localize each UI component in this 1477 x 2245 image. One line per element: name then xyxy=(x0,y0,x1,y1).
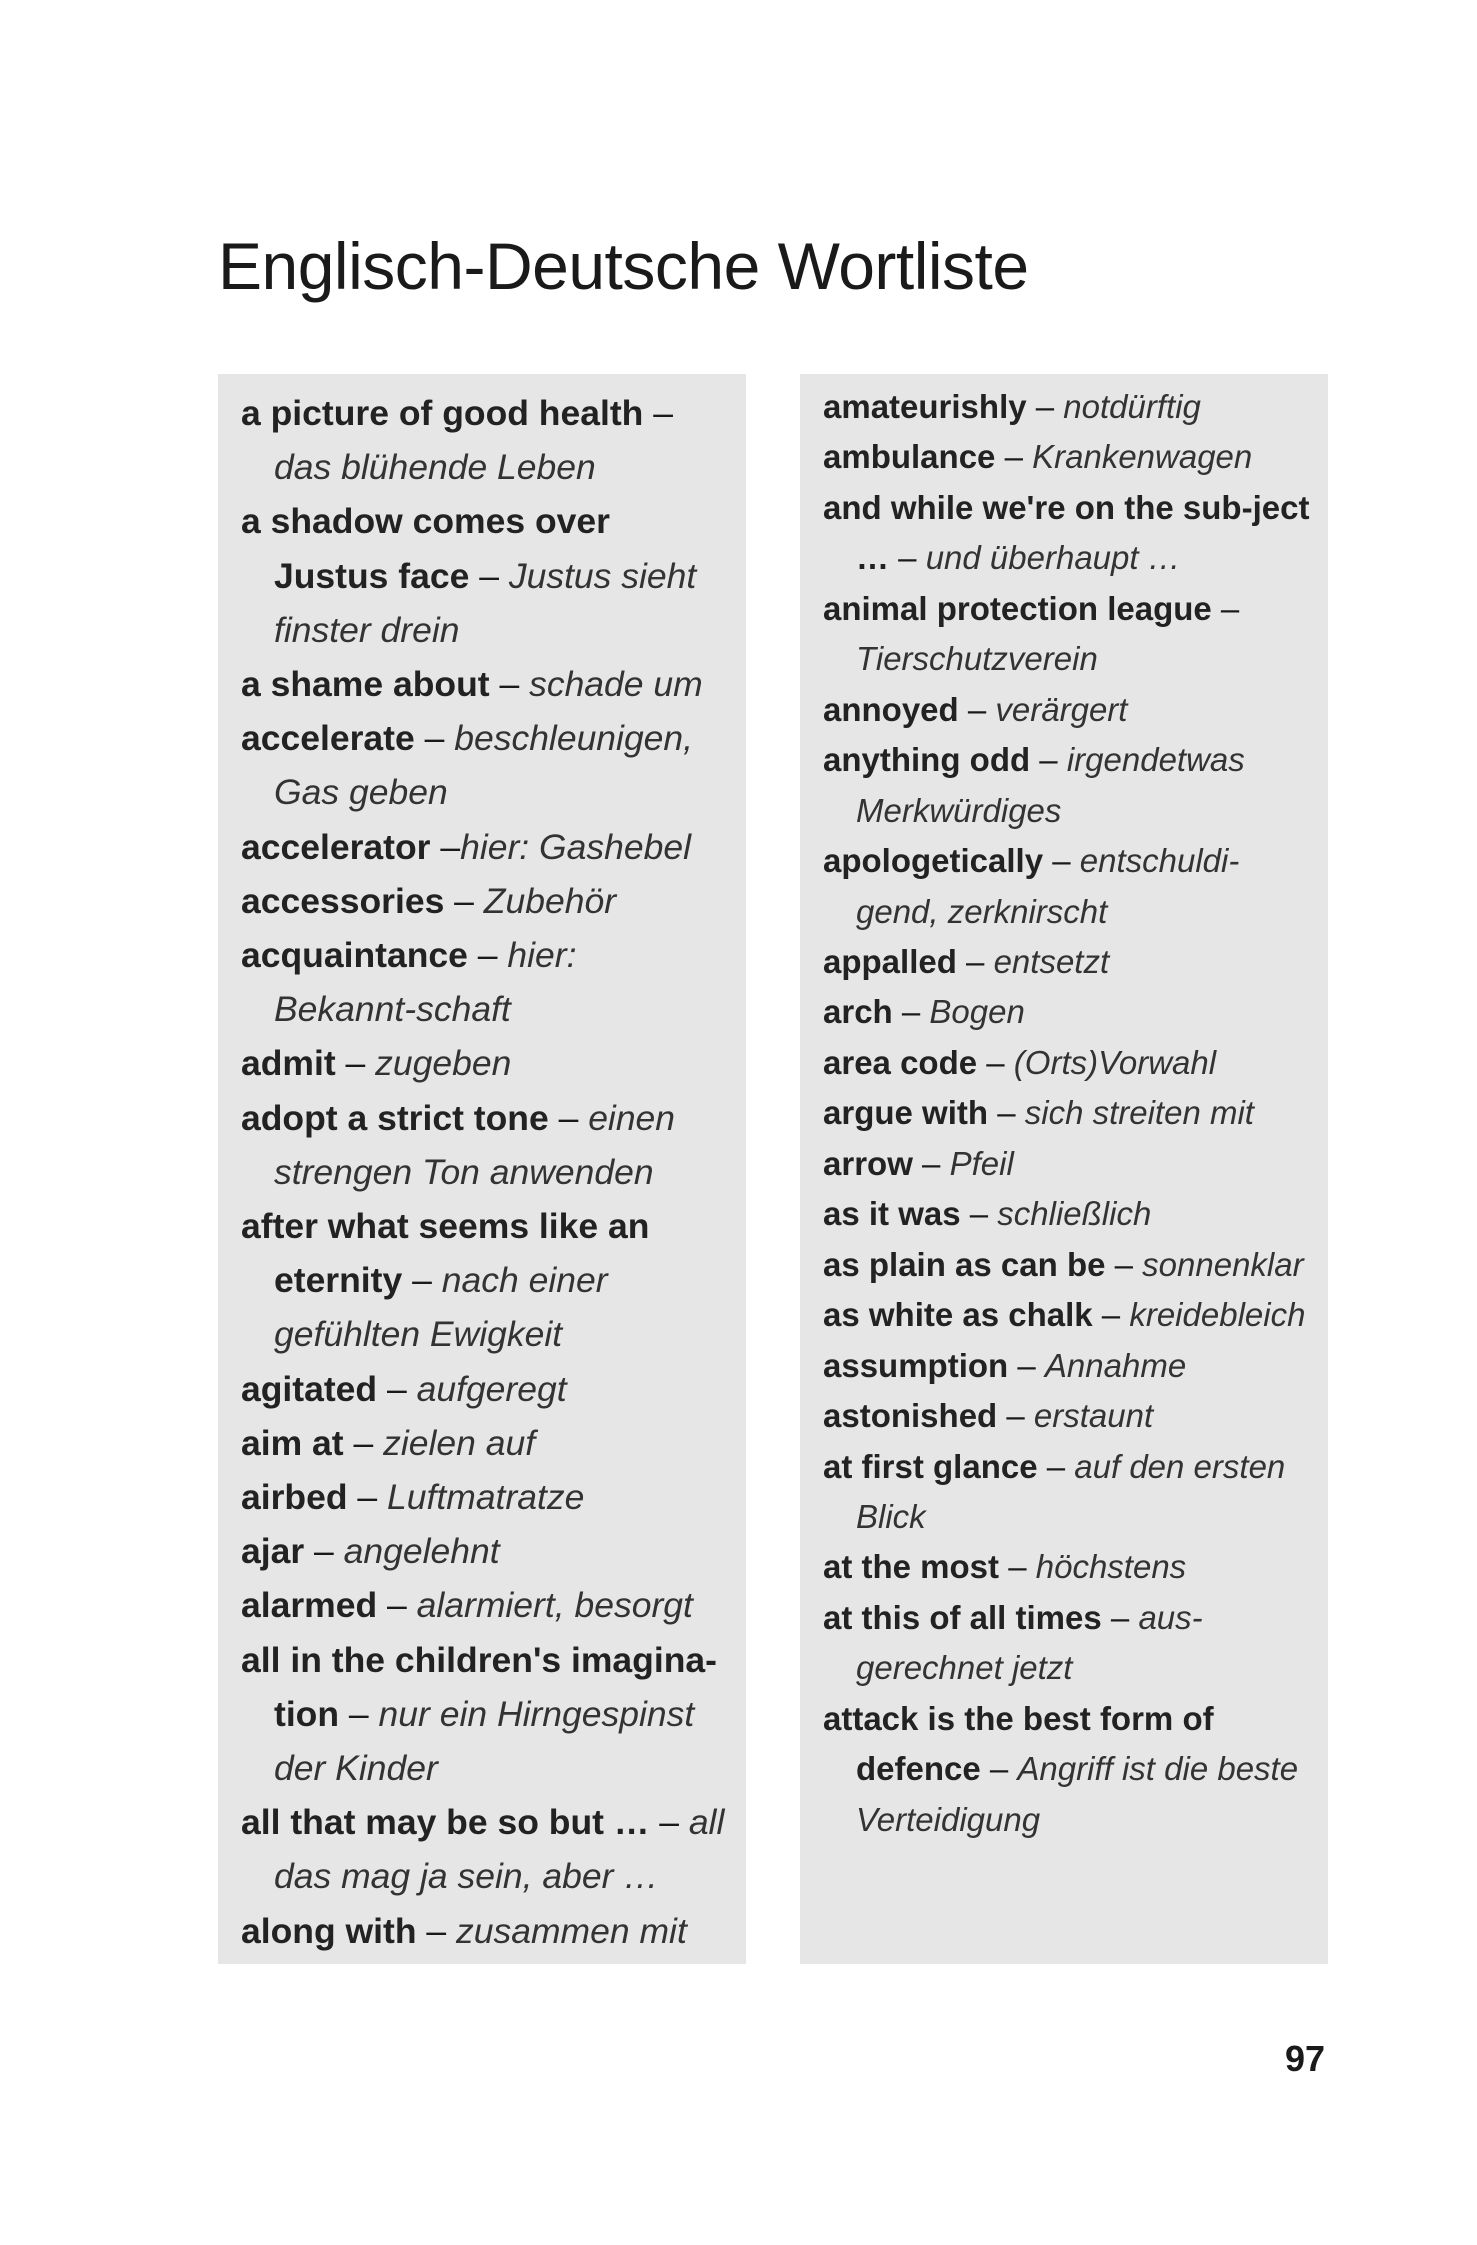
glossary-entry xyxy=(241,711,728,819)
entry-term: accessories xyxy=(241,880,445,921)
entry-separator: – xyxy=(988,1094,1025,1132)
entry-separator: – xyxy=(467,935,508,976)
entry-term: agitated xyxy=(241,1368,378,1409)
glossary-entry xyxy=(241,874,728,928)
entry-separator: – xyxy=(1030,741,1067,779)
word-list-column-right xyxy=(800,374,1328,1964)
entry-translation: notdürftig xyxy=(1063,388,1201,425)
entry-separator: – xyxy=(444,880,484,921)
glossary-entry xyxy=(241,1470,728,1524)
entry-translation: irgendetwas Merkwürdiges xyxy=(856,741,1245,829)
entry-translation: und überhaupt … xyxy=(925,539,1181,577)
entry-separator: – xyxy=(980,1750,1018,1788)
entry-separator: – xyxy=(1105,1245,1143,1283)
glossary-entry xyxy=(241,494,728,657)
entry-translation: schade um xyxy=(529,664,703,705)
entry-term: ambulance xyxy=(823,438,996,476)
entry-term: after what seems like an eternity xyxy=(241,1206,650,1301)
entry-term: a shadow comes over Justus face xyxy=(241,501,610,596)
entry-translation: zugeben xyxy=(375,1043,512,1084)
glossary-entry xyxy=(823,685,1310,735)
glossary-entry xyxy=(241,820,728,874)
glossary-entry xyxy=(823,1139,1310,1189)
entry-translation: erstaunt xyxy=(1033,1397,1154,1435)
entry-translation: nur ein Hirngespinst der Kinder xyxy=(274,1693,695,1789)
entry-separator: – xyxy=(1037,1447,1075,1485)
entry-term: astonished xyxy=(823,1397,998,1435)
entry-translation: Pfeil xyxy=(949,1144,1014,1182)
page-number: 97 xyxy=(1284,2038,1325,2079)
glossary-entry xyxy=(241,1904,728,1958)
entry-translation: Angriff ist die beste Verteidigung xyxy=(856,1750,1299,1838)
entry-separator: – xyxy=(1026,388,1064,425)
entry-translation: schließlich xyxy=(997,1195,1152,1233)
glossary-entry xyxy=(823,1189,1310,1239)
entry-translation: beschleunigen, Gas geben xyxy=(274,718,694,813)
entry-translation: hier: Bekannt-schaft xyxy=(274,935,577,1030)
entry-separator: – xyxy=(377,1368,417,1409)
word-list-column-left xyxy=(218,374,746,1964)
glossary-entry xyxy=(241,1795,728,1903)
entry-translation: sonnenklar xyxy=(1142,1245,1304,1283)
entry-translation: Krankenwagen xyxy=(1032,438,1253,476)
entry-translation: Tierschutzverein xyxy=(856,640,1098,678)
entry-translation: (Orts)Vorwahl xyxy=(1013,1043,1217,1081)
entry-term: adopt a strict tone xyxy=(241,1097,549,1138)
entry-translation: Luftmatratze xyxy=(387,1477,585,1518)
glossary-entry xyxy=(241,1362,728,1416)
entry-separator: – xyxy=(643,393,673,433)
entry-term: assumption xyxy=(823,1346,1009,1384)
entry-translation: all das mag ja sein, aber … xyxy=(274,1802,725,1897)
glossary-entry xyxy=(823,1038,1310,1088)
entry-separator: – xyxy=(343,1422,384,1463)
entry-term: as white as chalk xyxy=(823,1296,1093,1334)
entry-term: airbed xyxy=(241,1477,348,1518)
glossary-entry xyxy=(823,483,1310,584)
entry-separator: – xyxy=(548,1097,589,1138)
glossary-entry xyxy=(241,386,728,494)
entry-term: appalled xyxy=(823,942,957,980)
entry-term: admit xyxy=(241,1043,336,1084)
glossary-entry xyxy=(241,1199,728,1362)
glossary-entry xyxy=(823,432,1310,482)
entry-translation: aufgeregt xyxy=(416,1368,567,1409)
entry-term: aim at xyxy=(241,1422,344,1463)
entry-translation: alarmiert, besorgt xyxy=(416,1585,693,1626)
entry-translation: höchstens xyxy=(1035,1548,1187,1586)
entry-separator: – xyxy=(430,826,461,867)
entry-separator: – xyxy=(1101,1598,1139,1636)
entry-term: apologetically xyxy=(823,842,1044,880)
glossary-entry xyxy=(241,1416,728,1470)
glossary-entry xyxy=(241,657,728,711)
glossary-entry xyxy=(823,584,1310,685)
entry-translation: zusammen mit xyxy=(456,1910,687,1951)
entry-translation: Annahme xyxy=(1044,1346,1187,1384)
entry-separator: – xyxy=(960,1195,998,1233)
entry-separator: – xyxy=(1008,1346,1045,1384)
entry-term: as plain as can be xyxy=(823,1245,1106,1283)
entry-separator: – xyxy=(377,1585,417,1626)
glossary-entry xyxy=(823,987,1310,1037)
entry-term: annoyed xyxy=(823,690,959,728)
entry-translation: entschuldi-gend, zerknirscht xyxy=(856,842,1240,930)
entry-term: area code xyxy=(823,1043,978,1081)
entry-translation: sich streiten mit xyxy=(1024,1094,1254,1132)
entry-term: all that may be so but … xyxy=(241,1802,650,1843)
glossary-entry xyxy=(823,1542,1310,1592)
glossary-entry xyxy=(241,1578,728,1632)
entry-term: accelerator xyxy=(241,826,431,867)
entry-separator: – xyxy=(958,690,996,728)
entry-term: all in the children's imagina-tion xyxy=(241,1639,717,1734)
entry-separator: – xyxy=(335,1043,376,1084)
entry-separator: – xyxy=(977,1043,1014,1081)
glossary-entry xyxy=(823,735,1310,836)
entry-term: a shame about xyxy=(241,664,490,705)
entry-term: at this of all times xyxy=(823,1598,1102,1636)
entry-separator: – xyxy=(416,1910,456,1951)
glossary-entry xyxy=(823,1694,1310,1845)
entry-translation: Bogen xyxy=(929,993,1025,1031)
entry-term: at first glance xyxy=(823,1447,1038,1485)
entry-term: argue with xyxy=(823,1094,989,1132)
entry-separator: – xyxy=(1092,1296,1130,1334)
glossary-entry xyxy=(241,928,728,1036)
entry-term: a picture of good health xyxy=(241,393,644,433)
entry-separator: – xyxy=(997,1397,1034,1435)
entry-term: anything odd xyxy=(823,741,1031,779)
entry-separator: – xyxy=(1211,589,1240,627)
entry-term: as it was xyxy=(823,1195,961,1233)
entry-term: amateurishly xyxy=(823,388,1027,425)
entry-term: at the most xyxy=(823,1548,1000,1586)
glossary-entry xyxy=(823,937,1310,987)
entry-separator: – xyxy=(995,438,1033,476)
glossary-entry xyxy=(823,1088,1310,1138)
entry-separator: – xyxy=(339,1693,379,1734)
entry-term: and while we're on the sub-ject … xyxy=(823,488,1310,577)
glossary-entry xyxy=(241,1036,728,1090)
glossary-entry xyxy=(241,1633,728,1796)
entry-term: accelerate xyxy=(241,718,415,759)
entry-translation: Zubehör xyxy=(483,880,617,921)
entry-translation: Justus sieht finster drein xyxy=(274,555,697,650)
entry-term: arch xyxy=(823,993,893,1031)
entry-translation: angelehnt xyxy=(343,1531,500,1572)
entry-translation: das blühende Leben xyxy=(274,447,596,488)
entry-term: arrow xyxy=(823,1144,913,1182)
entry-separator: – xyxy=(912,1144,950,1182)
entry-translation: verärgert xyxy=(995,690,1128,728)
entry-translation: entsetzt xyxy=(993,942,1110,980)
entry-separator: – xyxy=(649,1802,689,1843)
entry-separator: – xyxy=(489,664,530,705)
entry-translation: einen strengen Ton anwenden xyxy=(274,1097,676,1192)
entry-separator: – xyxy=(999,1548,1036,1586)
glossary-entry xyxy=(823,1341,1310,1391)
glossary-entry xyxy=(823,836,1310,937)
entry-separator: – xyxy=(1043,842,1080,880)
entry-separator: – xyxy=(304,1531,344,1572)
entry-term: attack is the best form of defence xyxy=(823,1699,1214,1788)
entry-translation: kreidebleich xyxy=(1129,1296,1306,1334)
glossary-entry xyxy=(241,1524,728,1578)
entry-translation: aus-gerechnet jetzt xyxy=(856,1598,1203,1687)
glossary-entry xyxy=(823,1593,1310,1694)
entry-separator: – xyxy=(889,539,926,577)
entry-translation: auf den ersten Blick xyxy=(856,1447,1286,1535)
entry-separator: – xyxy=(956,942,994,980)
entry-term: acquaintance xyxy=(241,935,468,976)
entry-translation: hier: Gashebel xyxy=(460,826,691,867)
entry-separator: – xyxy=(402,1260,442,1301)
entry-separator: – xyxy=(347,1477,388,1518)
glossary-entry xyxy=(823,1240,1310,1290)
glossary-entry xyxy=(823,1391,1310,1441)
entry-separator: – xyxy=(469,555,509,596)
glossary-entry xyxy=(823,382,1310,432)
glossary-entry xyxy=(823,1442,1310,1543)
entry-term: alarmed xyxy=(241,1585,378,1626)
glossary-entry xyxy=(823,1290,1310,1340)
page-title: Englisch-Deutsche Wortliste xyxy=(218,229,1029,303)
entry-translation: nach einer gefühlten Ewigkeit xyxy=(274,1260,608,1355)
entry-term: along with xyxy=(241,1910,417,1951)
entry-separator: – xyxy=(892,993,930,1031)
entry-translation: zielen auf xyxy=(383,1422,536,1463)
glossary-entry xyxy=(241,1091,728,1199)
entry-term: animal protection league xyxy=(823,589,1212,627)
entry-separator: – xyxy=(414,718,455,759)
entry-term: ajar xyxy=(241,1531,305,1572)
